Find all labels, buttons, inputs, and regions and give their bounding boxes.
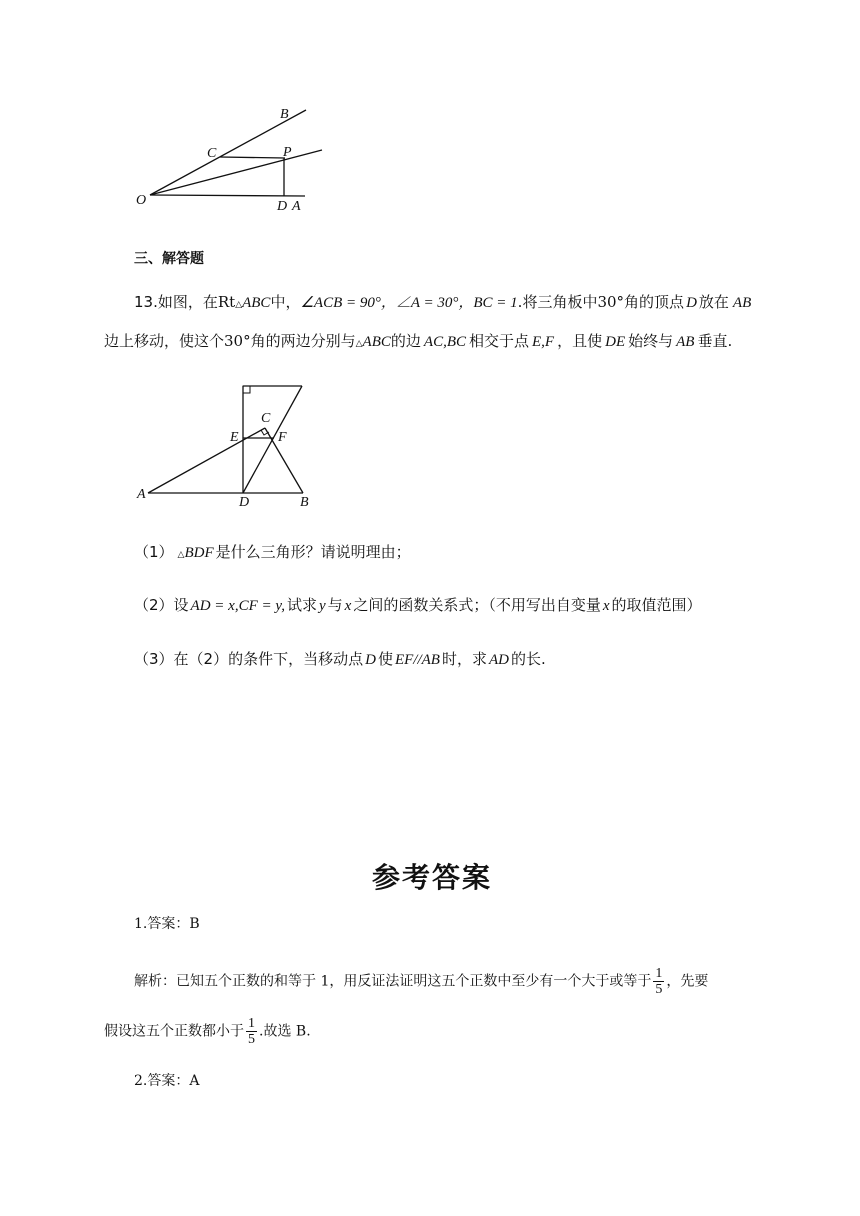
q13-line-1: 13.如图，在Rt△ABC中，∠ACB = 90°，∠A = 30°，BC = 1.将三角板中30°角的顶点 D 放在 AB	[134, 293, 752, 311]
label-A: A	[292, 199, 301, 214]
label-C: C	[261, 411, 271, 426]
section-heading: 三、解答题	[134, 251, 204, 267]
triangle-icon: △	[355, 339, 363, 349]
sub-question-1: （1） △BDF 是什么三角形？请说明理由；	[134, 543, 411, 561]
answer-1-explanation-line-2: 假设这五个正数都小于 $\frac{1}{5}$ .故选 B.	[104, 1016, 311, 1047]
label-O: O	[136, 193, 147, 208]
label-E: E	[230, 430, 239, 445]
label-B: B	[280, 107, 289, 122]
triangle-icon: △	[177, 550, 185, 560]
label-B: B	[300, 495, 309, 510]
label-C: C	[207, 146, 217, 161]
label-F: F	[278, 430, 287, 445]
answer-1: 1.答案：B	[134, 916, 200, 932]
triangle-icon: △	[235, 300, 243, 310]
label-P: P	[283, 145, 292, 160]
sub-question-3: （3）在（2）的条件下，当移动点 D 使 EF//AB 时，求 AD 的长.	[134, 650, 546, 668]
answer-2: 2.答案：A	[134, 1073, 200, 1089]
figure-1	[130, 100, 330, 215]
label-D: D	[277, 199, 288, 214]
label-D: D	[239, 495, 250, 510]
answers-title: 参考答案	[372, 861, 493, 894]
figure-2	[130, 380, 330, 515]
fraction-one-fifth: $\frac{1}{5}$	[655, 966, 663, 997]
label-A: A	[137, 487, 146, 502]
answer-1-explanation-line-1: 解析：已知五个正数的和等于 1，用反证法证明这五个正数中至少有一个大于或等于 $\frac{1}{5}$ ，先要	[134, 966, 709, 997]
q13-line-2: 边上移动，使这个30°角的两边分别与△ABC的边 AC,BC 相交于点 E,F ，且使 DE 始终与 AB 垂直.	[104, 332, 733, 350]
fraction-one-fifth: $\frac{1}{5}$	[248, 1016, 255, 1047]
sub-question-2: （2）设 AD = x,CF = y, 试求 y 与 x 之间的函数关系式；（不用写出自变量 x 的取值范围）	[134, 596, 702, 614]
